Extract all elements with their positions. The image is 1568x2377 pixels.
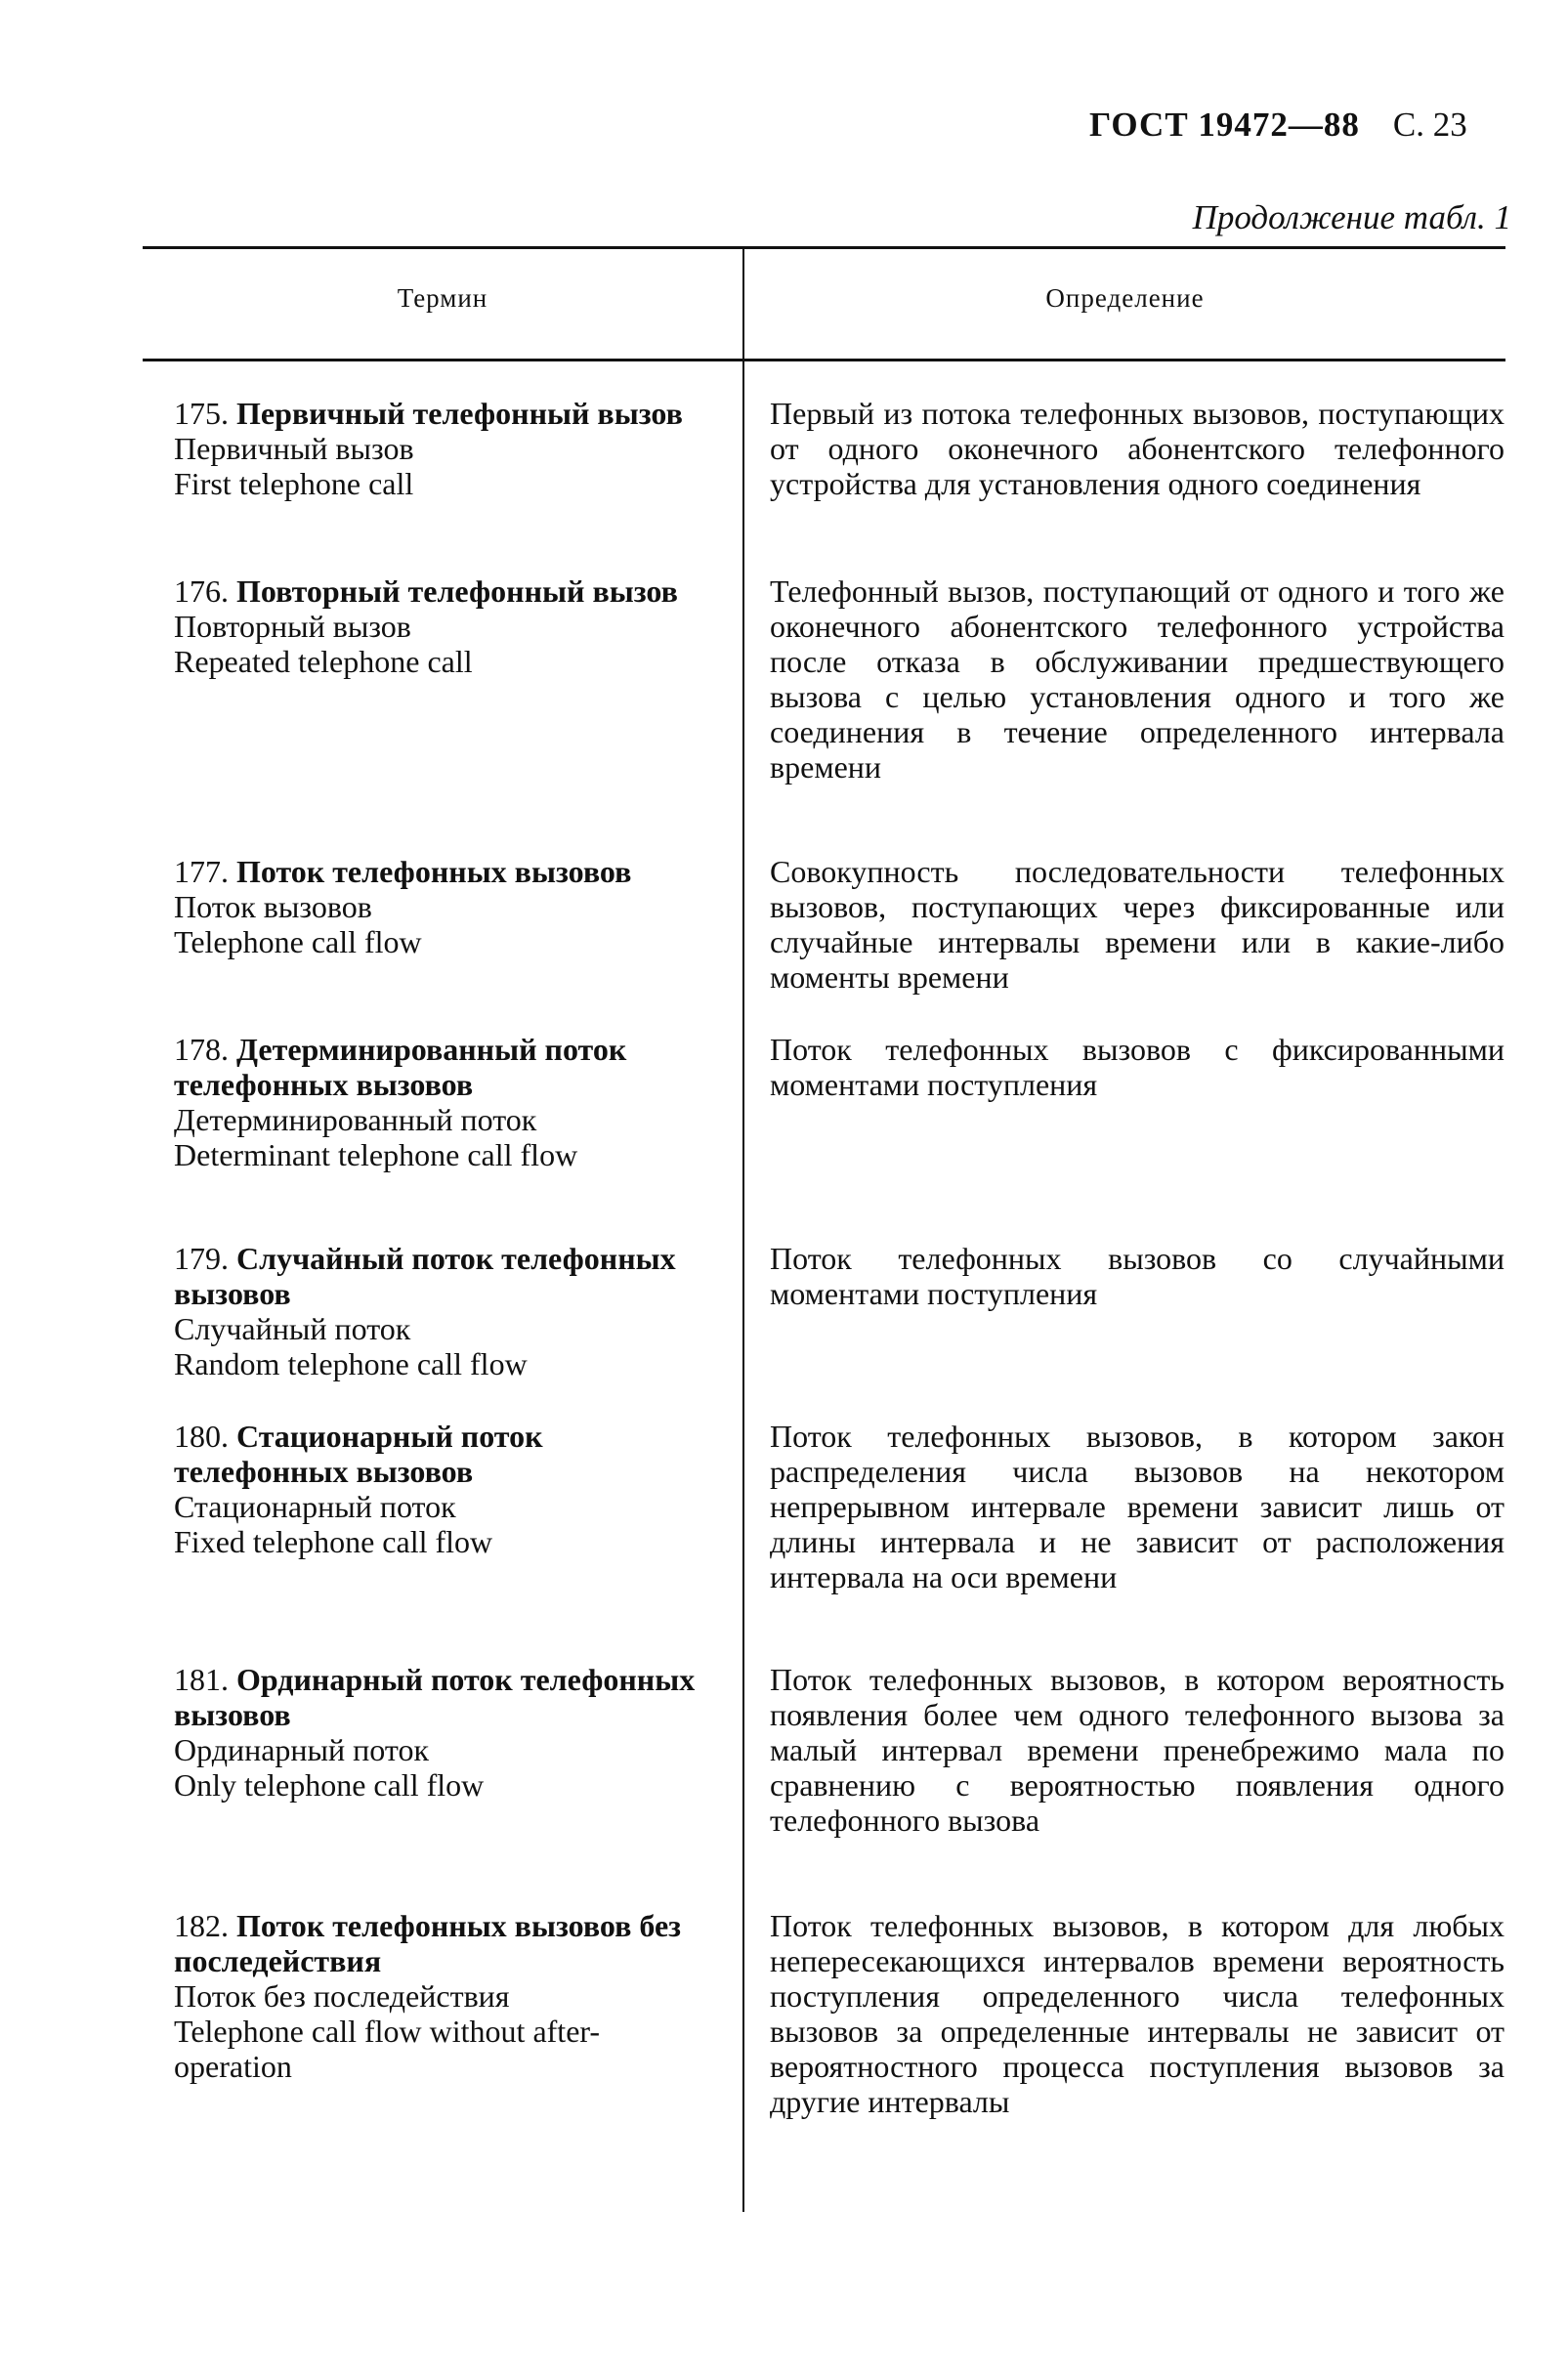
term-english: Determinant telephone call flow (174, 1137, 578, 1172)
table-continuation-label: Продолжение табл. 1 (1192, 198, 1511, 236)
term-english: Telephone call flow (174, 924, 422, 959)
term-short-ru: Случайный поток (174, 1311, 411, 1346)
term-english: Fixed telephone call flow (174, 1524, 493, 1559)
term-cell (174, 1419, 711, 1559)
definition-cell: Совокупность последовательности телефонных вызовов, поступающих через фиксированные или случайные интервалы времени или в какие-либо моменты времени (770, 854, 1504, 995)
term-short-ru: Первичный вызов (174, 431, 414, 466)
term-cell (174, 1032, 711, 1172)
term-number: 179. (174, 1241, 229, 1276)
term-title: Детерминированный поток телефонных вызовов (174, 1032, 627, 1102)
table-top-rule (143, 246, 1505, 249)
standard-code: ГОСТ 19472—88 (1089, 106, 1360, 144)
definition-cell: Первый из потока телефонных вызовов, поступающих от одного оконечного абонентского телефонного устройства для установления одного соединения (770, 396, 1504, 501)
term-title: Поток телефонных вызовов без последействия (174, 1908, 681, 1978)
term-short-ru: Стационарный поток (174, 1489, 456, 1524)
term-english: Random telephone call flow (174, 1346, 528, 1381)
term-cell (174, 1241, 711, 1381)
term-title: Случайный поток телефонных вызовов (174, 1241, 676, 1311)
table-column-divider (742, 246, 744, 2212)
term-title: Стационарный поток телефонных вызовов (174, 1419, 543, 1489)
term-number: 176. (174, 573, 229, 609)
term-short-ru: Повторный вызов (174, 609, 411, 644)
term-short-ru: Ординарный поток (174, 1732, 429, 1767)
term-cell (174, 1662, 711, 1803)
term-title: Первичный телефонный вызов (236, 396, 683, 431)
definition-cell: Поток телефонных вызовов со случайными моментами поступления (770, 1241, 1504, 1311)
term-english: Repeated telephone call (174, 644, 473, 679)
term-cell (174, 854, 711, 959)
definition-cell: Телефонный вызов, поступающий от одного и того же оконечного абонентского телефонного устройства после отказа в обслуживании предшествующего вызова с целью установления одного и того же соединения в течение определенного интервала времени (770, 573, 1504, 785)
term-number: 182. (174, 1908, 229, 1943)
term-title: Повторный телефонный вызов (236, 573, 678, 609)
table-header-rule (143, 359, 1505, 361)
term-number: 178. (174, 1032, 229, 1067)
term-number: 181. (174, 1662, 229, 1697)
term-english: Only telephone call flow (174, 1767, 485, 1803)
term-cell (174, 396, 711, 501)
term-short-ru: Поток вызовов (174, 889, 372, 924)
definition-cell: Поток телефонных вызовов, в котором вероятность появления более чем одного телефонного вызова за малый интервал времени пренебрежимо мала по сравнению с вероятностью появления одного телефонного вызова (770, 1662, 1504, 1838)
column-header-term: Термин (397, 283, 488, 313)
term-short-ru: Детерминированный поток (174, 1102, 537, 1137)
column-header-definition: Определение (1045, 283, 1205, 313)
term-english: First telephone call (174, 466, 414, 501)
term-number: 175. (174, 396, 229, 431)
term-short-ru: Поток без последействия (174, 1978, 510, 2014)
term-title: Поток телефонных вызовов (236, 854, 632, 889)
term-title: Ординарный поток телефонных вызовов (174, 1662, 696, 1732)
term-cell (174, 573, 711, 679)
definition-cell: Поток телефонных вызовов, в котором закон распределения числа вызовов на некотором непрерывном интервале времени зависит лишь от длины интервала и не зависит от расположения интервала на оси времени (770, 1419, 1504, 1594)
term-cell (174, 1908, 711, 2084)
definition-cell: Поток телефонных вызовов с фиксированными моментами поступления (770, 1032, 1504, 1102)
page-number: С. 23 (1392, 106, 1467, 144)
definition-cell: Поток телефонных вызовов, в котором для любых непересекающихся интервалов времени вероятность поступления определенного числа телефонных вызовов за определенные интервалы не зависит от вероятностного процесса поступления вызовов за другие интервалы (770, 1908, 1504, 2119)
term-number: 177. (174, 854, 229, 889)
term-number: 180. (174, 1419, 229, 1454)
page-header (1089, 106, 1467, 145)
term-english: Telephone call flow without after-operation (174, 2014, 601, 2084)
